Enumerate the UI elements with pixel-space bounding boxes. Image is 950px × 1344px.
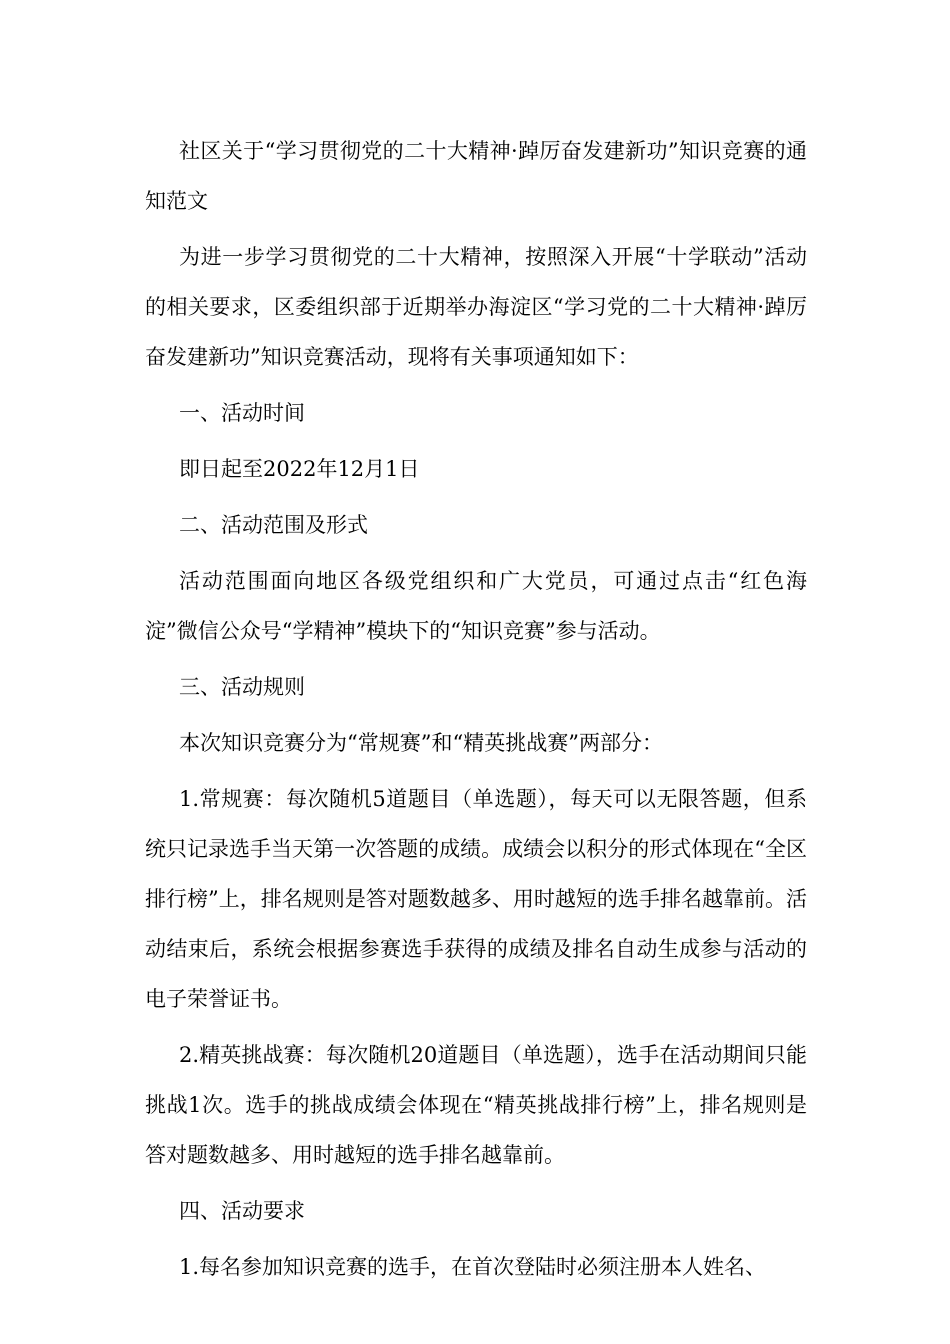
paragraph-time: 即日起至2022年12月1日 (179, 457, 420, 481)
paragraph-scope: 活动范围面向地区各级党组织和广大党员，可通过点击“红色海淀”微信公众号“学精神”模块下的“知识竞赛”参与活动。 (145, 569, 807, 643)
document-body (145, 126, 807, 1298)
paragraph-rules-overview: 本次知识竞赛分为“常规赛”和“精英挑战赛”两部分： (179, 731, 663, 755)
document-title: 社区关于“学习贯彻党的二十大精神·踔厉奋发建新功”知识竞赛的通知范文 (145, 139, 807, 213)
paragraph-rule-regular: 1.常规赛：每次随机5道题目（单选题），每天可以无限答题，但系统只记录选手当天第一次答题的成绩。成绩会以积分的形式体现在“全区排行榜”上，排名规则是答对题数越多、用时越短的选手排名越靠前。活动结束后，系统会根据参赛选手获得的成绩及排名自动生成参与活动的电子荣誉证书。 (145, 787, 807, 1011)
paragraph-rule-elite: 2.精英挑战赛：每次随机20道题目（单选题），选手在活动期间只能挑战1次。选手的挑战成绩会体现在“精英挑战排行榜”上，排名规则是答对题数越多、用时越短的选手排名越靠前。 (145, 1043, 807, 1167)
section-heading-scope: 二、活动范围及形式 (179, 513, 368, 537)
paragraph-requirement-1: 1.每名参加知识竞赛的选手，在首次登陆时必须注册本人姓名、 (179, 1255, 767, 1279)
section-heading-time: 一、活动时间 (179, 401, 305, 425)
paragraph-intro: 为进一步学习贯彻党的二十大精神，按照深入开展“十学联动”活动的相关要求，区委组织部于近期举办海淀区“学习党的二十大精神·踔厉奋发建新功”知识竞赛活动，现将有关事项通知如下： (145, 245, 807, 369)
section-heading-rules: 三、活动规则 (179, 675, 305, 699)
section-heading-requirements: 四、活动要求 (179, 1199, 305, 1223)
